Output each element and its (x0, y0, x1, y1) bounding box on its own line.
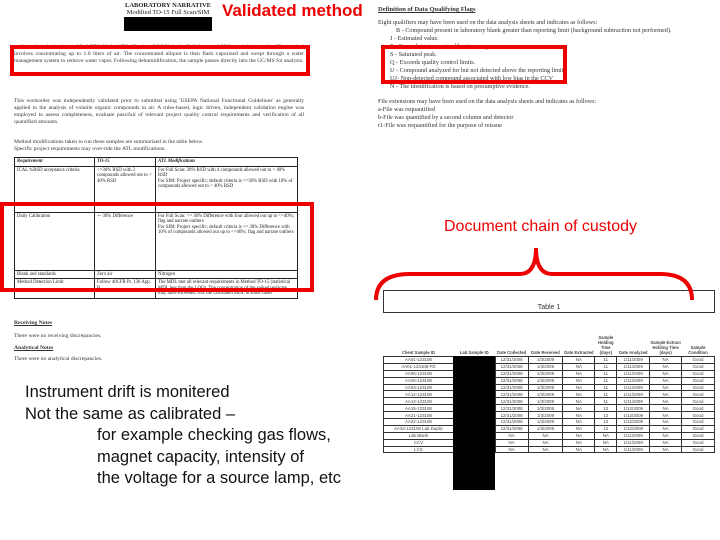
note-line: magnet capacity, intensity of (97, 447, 304, 466)
column-header: Date Collected (495, 313, 528, 357)
table-cell: NA (563, 363, 595, 370)
table-cell: 12/31/2008 (495, 425, 528, 432)
table-row (384, 384, 715, 391)
narrative-paragraph-2: This workorder was independently validated prior to submittal using 'USEPA National Functional Guidelines' as generally applied to the analysis of volatile organic compounds in air. A rules-based, logic driven, independent validation engine was employed to assess completeness, evaluate pass/fail of relevant project quality control requirements and verification of all quantified amounts. (14, 98, 304, 125)
table-row (384, 377, 715, 384)
analytical-notes-heading: Analytical Notes (14, 345, 54, 351)
table-cell: AA01-123108 (384, 357, 454, 364)
table-cell: NA (563, 419, 595, 426)
table-cell: 1/3/2009 (528, 419, 563, 426)
table-cell: NA (650, 439, 682, 446)
table-cell: Good (682, 377, 715, 384)
curly-brace-icon (370, 244, 700, 304)
table-cell: 1/11/2009 (617, 370, 650, 377)
table-cell: AA21-123108 (384, 412, 454, 419)
table-cell: 1/3/2009 (528, 384, 563, 391)
table-row (384, 405, 715, 412)
table-cell: AA33-123108 Lab Duplic (384, 425, 454, 432)
col-header: TO-15 (95, 158, 156, 167)
table-cell: 1/11/2009 (617, 363, 650, 370)
table-cell: 1/11/2009 (617, 357, 650, 364)
receiving-notes-text: There were no receiving discrepancies. (14, 333, 102, 339)
table-cell: Good (682, 370, 715, 377)
table-cell: NA (528, 439, 563, 446)
table-cell: 12/31/2008 (495, 357, 528, 364)
table-cell: 1/3/2009 (528, 363, 563, 370)
table-cell: 1/3/2009 (528, 398, 563, 405)
note-line: the voltage for a source lamp, etc (97, 469, 341, 487)
table-cell: NA (563, 446, 595, 453)
flag-item: J - Estimated value. (390, 35, 439, 42)
table-cell: NA (650, 405, 682, 412)
extension-item: r1-File was requantified for the purpose of reissue (378, 122, 502, 129)
column-header: Sample Condition (682, 313, 715, 357)
table-cell: NA (650, 432, 682, 439)
table-row (384, 391, 715, 398)
flag-item: E - Exceeds instrument calibration range. (390, 43, 493, 50)
table-cell: NA (650, 419, 682, 426)
table-cell: 12/31/2008 (495, 405, 528, 412)
narrative-title: LABORATORY NARRATIVE (124, 2, 212, 9)
table-cell: Good (682, 425, 715, 432)
table-row (384, 370, 715, 377)
table-cell: 1/11/2009 (617, 384, 650, 391)
table-cell: NA (650, 425, 682, 432)
instrument-drift-note (25, 382, 341, 490)
table-cell: Good (682, 405, 715, 412)
extension-item: a-File was requantified (378, 106, 436, 113)
table-cell: NA (563, 412, 595, 419)
table-cell: 11 (595, 384, 617, 391)
cell: <=30% RSD with 2 compounds allowed out to < 40% RSD (95, 166, 156, 212)
highlight-box-flags (381, 45, 567, 84)
table-cell: AA01-123108-FD (384, 363, 454, 370)
table-cell: NA (650, 398, 682, 405)
cell: Blank and standards (15, 270, 95, 279)
extensions-intro: File extensions may have been used on the data analysis sheets and indicates as follows: (378, 98, 597, 105)
cell: Method Detection Limit (15, 279, 95, 299)
flag-item: B - Compound present in laboratory blank greater than reporting limit (background subtraction not performed). (396, 27, 672, 34)
receiving-notes-heading: Receiving Notes (14, 320, 53, 326)
table-cell: AA06-123108 (384, 370, 454, 377)
table-cell: 1/12/2009 (617, 412, 650, 419)
table-cell: 1/3/2009 (528, 377, 563, 384)
redaction-block (453, 356, 495, 490)
sample-table-1 (383, 290, 715, 453)
table-cell: 11 (595, 357, 617, 364)
table-cell: NA (563, 398, 595, 405)
col-header: Requirement (15, 158, 95, 167)
table-cell: NA (495, 432, 528, 439)
analytical-notes-text: There were no analytical discrepancies. (14, 356, 103, 362)
table-cell: AA26-123108 (384, 377, 454, 384)
table-cell: NA (650, 412, 682, 419)
table-row (384, 432, 715, 439)
table-cell: 1/3/2009 (528, 370, 563, 377)
table-cell: NA (650, 357, 682, 364)
table-cell: 1/3/2009 (528, 357, 563, 364)
table-cell: NA (563, 377, 595, 384)
flag-item: Q - Exceeds quality control limits. (390, 59, 476, 66)
table-cell: NA (650, 384, 682, 391)
table-row (384, 357, 715, 364)
redaction-block (124, 17, 212, 31)
narrative-subtitle: Modified TO-15 Full Scan/SIM (126, 9, 210, 16)
table-cell: Good (682, 446, 715, 453)
table-cell: 12/31/2008 (495, 398, 528, 405)
col-header: ATL Modifications (156, 158, 298, 167)
flag-item: S - Saturated peak. (390, 51, 437, 58)
cell: Follow 40CFR Pt. 136 App. B (95, 279, 156, 299)
table-row (384, 446, 715, 453)
table-cell: NA (563, 432, 595, 439)
table-cell: NA (563, 439, 595, 446)
table-cell: NA (563, 425, 595, 432)
table-cell: 12 (595, 405, 617, 412)
table-cell: AA15-123108 (384, 405, 454, 412)
column-header: Date Received (528, 313, 563, 357)
table-cell: NA (563, 391, 595, 398)
table-cell: AA12-123108 (384, 391, 454, 398)
table-cell: 1/12/2009 (617, 425, 650, 432)
table-cell: NA (528, 446, 563, 453)
table-row (384, 398, 715, 405)
narrative-paragraph-1: performed analysis via modified EPA Method TO-15 using GC/MS in the Full Scan and SIM acquisition modes. The method involves concentrating up to 1.0 liters of air. The concentrated aliquot is then flash vaporized and swept through a water management system to remove water vapor. Following dehumidification, the sample passes directly into the GC/MS for analysis. (14, 44, 304, 64)
table-row (384, 412, 715, 419)
narrative-paragraph-3: Method modifications taken to run these samples are summarized in the table below. Specific project requirements may over-ride the ATL modifications. (14, 139, 204, 152)
table-cell: 1/11/2009 (617, 432, 650, 439)
table-cell: Good (682, 419, 715, 426)
cell: +- 30% Difference (95, 212, 156, 270)
table-row (384, 363, 715, 370)
table-cell: Good (682, 432, 715, 439)
validated-method-callout: Validated method (222, 1, 363, 20)
table-cell: 11 (595, 363, 617, 370)
table-cell: NA (495, 446, 528, 453)
table-row (384, 419, 715, 426)
table-cell: 12/31/2008 (495, 363, 528, 370)
table-cell: 12/31/2008 (495, 377, 528, 384)
table-cell: NA (563, 357, 595, 364)
note-line: Instrument drift is monitered (25, 383, 230, 401)
cell: Nitrogen (156, 270, 298, 279)
table-cell: AA13-123108 (384, 398, 454, 405)
table-cell: NA (563, 405, 595, 412)
table-cell: AA03-123108 (384, 384, 454, 391)
table-cell: AA22-123108 (384, 419, 454, 426)
table-cell: 12 (595, 412, 617, 419)
column-header: Lab Sample ID (453, 313, 495, 357)
table-row (384, 439, 715, 446)
table-cell: 1/3/2009 (528, 425, 563, 432)
table-cell: Good (682, 398, 715, 405)
flag-item: N - The identification is based on presumptive evidence. (390, 83, 530, 90)
table-cell: NA (650, 377, 682, 384)
table-cell: 1/11/2009 (617, 398, 650, 405)
table-cell: 12/31/2008 (495, 419, 528, 426)
column-header: Client Sample ID (384, 313, 454, 357)
note-line: for example checking gas flows, (97, 426, 331, 444)
table-cell: 1/3/2009 (528, 405, 563, 412)
table-cell: 12 (595, 419, 617, 426)
table-row (384, 425, 715, 432)
table-cell: 1/11/2009 (617, 446, 650, 453)
table-cell: 12 (595, 425, 617, 432)
column-header: Date Analyzed (617, 313, 650, 357)
cell: Daily Calibration (15, 212, 95, 270)
cell: For Full Scan: <= 30% Difference with four allowed out up to <=40%; flag and narrate outliers For SIM: Project specific; default criteria is <= 30% Difference with 10% of compounds allowed out up to <=40%; flag and narrate outliers (156, 212, 298, 270)
table-cell: Good (682, 363, 715, 370)
cell: ICAL %RSD acceptance criteria (15, 166, 95, 212)
highlight-box-calibration (0, 202, 314, 292)
table-cell: NA (650, 391, 682, 398)
table-cell: NA (595, 446, 617, 453)
table-cell: NA (495, 439, 528, 446)
table-cell: NA (650, 446, 682, 453)
table-cell: LCS (384, 446, 454, 453)
table-cell: NA (528, 432, 563, 439)
table-cell: Good (682, 357, 715, 364)
table-cell: 1/11/2009 (617, 439, 650, 446)
flag-item: U - Compound analyzed for but not detected above the reporting limit. (390, 67, 565, 74)
highlight-box-method (10, 45, 310, 76)
table-title: Table 1 (384, 291, 715, 313)
table-cell: NA (650, 370, 682, 377)
extension-item: b-File was quantified by a second column and detector (378, 114, 514, 121)
table-cell: Lab Blank (384, 432, 454, 439)
table-cell: 12/31/2008 (495, 412, 528, 419)
table-cell: Good (682, 439, 715, 446)
cell: The MDL met all relevant requirements in Method TO-15 (statistical MDL less than the LOQ). The concentration of the spiked replicate may have exceeded 10X the calculated MDL in some cases (156, 279, 298, 299)
table-cell: NA (595, 432, 617, 439)
table-cell: NA (563, 384, 595, 391)
table-cell: NA (563, 370, 595, 377)
flags-heading: Definition of Data Qualifying Flags (378, 6, 476, 13)
table-cell: 11 (595, 377, 617, 384)
table-cell: 1/11/2009 (617, 391, 650, 398)
table-cell: NA (650, 363, 682, 370)
column-header: Sample Extract Holding Time (days) (650, 313, 682, 357)
table-cell: 12/31/2008 (495, 384, 528, 391)
table-cell: 1/12/2009 (617, 419, 650, 426)
chain-of-custody-callout: Document chain of custody (444, 218, 637, 235)
table-cell: 12/31/2008 (495, 370, 528, 377)
column-header: Date Extracted (563, 313, 595, 357)
table-cell: 12/31/2008 (495, 391, 528, 398)
table-cell: Good (682, 384, 715, 391)
table-cell: CCV (384, 439, 454, 446)
flags-intro: Eight qualifiers may have been used on the data analysis sheets and indicates as follows: (378, 19, 598, 26)
column-header: Sample Holding Time (days) (595, 313, 617, 357)
cell: Zero air (95, 270, 156, 279)
flag-item: UJ- Non-detected compound associated with low bias in the CCV (390, 75, 554, 82)
table-cell: 11 (595, 391, 617, 398)
table-cell: 1/11/2009 (617, 377, 650, 384)
table-cell: NA (595, 439, 617, 446)
table-cell: 1/12/2009 (617, 405, 650, 412)
table-cell: Good (682, 391, 715, 398)
note-line: Not the same as calibrated – (25, 404, 236, 423)
table-cell: Good (682, 412, 715, 419)
table-cell: 1/3/2009 (528, 412, 563, 419)
table-cell: 11 (595, 370, 617, 377)
cell: For Full Scan: 30% RSD with 4 compounds allowed out to < 40% RSD For SIM: Project specific; default criteria is <=30% RSD with 10% of compounds allowed out to < 40% RSD (156, 166, 298, 212)
table-cell: 1/3/2009 (528, 391, 563, 398)
table-cell: 11 (595, 398, 617, 405)
